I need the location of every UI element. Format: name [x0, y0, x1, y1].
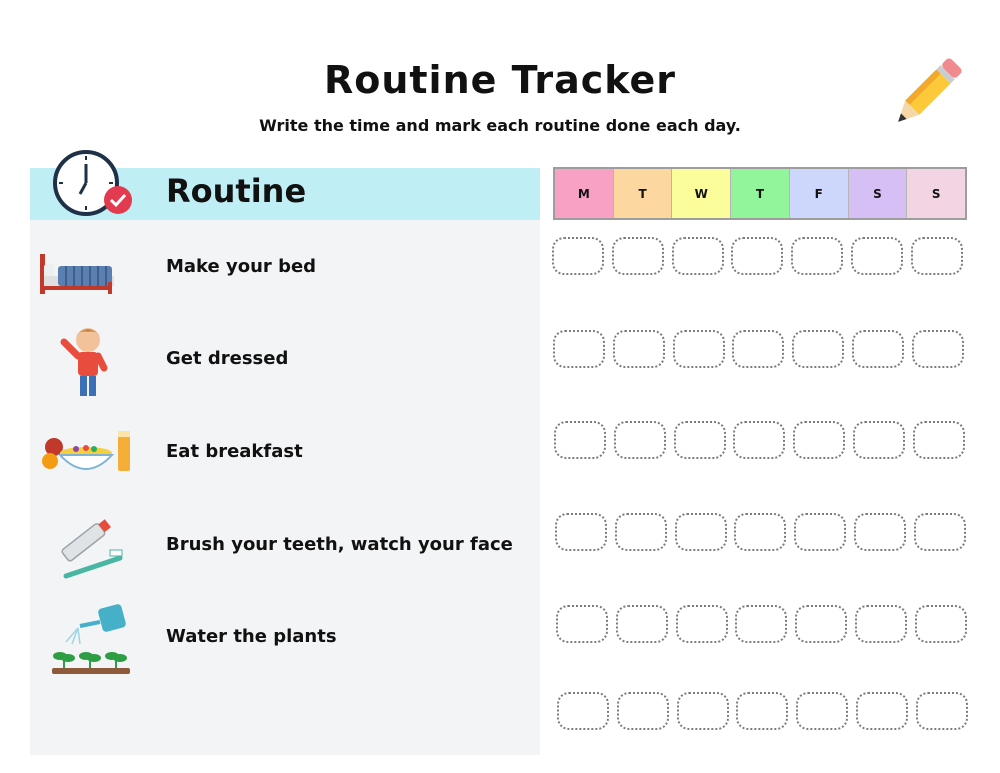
- pencil-icon: [885, 55, 965, 135]
- child-dressing-icon: [36, 324, 132, 398]
- check-box[interactable]: [677, 692, 729, 730]
- bed-icon: [36, 232, 132, 306]
- check-box[interactable]: [851, 237, 903, 275]
- weekday-header: [553, 167, 967, 220]
- check-box[interactable]: [673, 330, 725, 368]
- routine-label: Water the plants: [166, 626, 337, 647]
- check-box[interactable]: [854, 513, 906, 551]
- check-box[interactable]: [617, 692, 669, 730]
- check-box[interactable]: [552, 237, 604, 275]
- watering-can-icon: [36, 602, 132, 676]
- toothbrush-icon: [36, 510, 132, 584]
- check-box[interactable]: [732, 330, 784, 368]
- check-box[interactable]: [796, 692, 848, 730]
- day-tuesday: T: [614, 169, 673, 218]
- check-box[interactable]: [915, 605, 967, 643]
- day-friday: F: [790, 169, 849, 218]
- check-box[interactable]: [733, 421, 785, 459]
- check-box[interactable]: [792, 330, 844, 368]
- check-box[interactable]: [616, 605, 668, 643]
- day-monday: M: [555, 169, 614, 218]
- check-box[interactable]: [613, 330, 665, 368]
- check-box[interactable]: [675, 513, 727, 551]
- check-box[interactable]: [554, 421, 606, 459]
- day-wednesday: W: [672, 169, 731, 218]
- check-box[interactable]: [615, 513, 667, 551]
- breakfast-icon: [36, 417, 132, 491]
- routine-label: Eat breakfast: [166, 441, 303, 462]
- routine-panel: [30, 168, 540, 755]
- routine-row: [30, 598, 540, 678]
- check-box[interactable]: [914, 513, 966, 551]
- check-box[interactable]: [676, 605, 728, 643]
- check-box[interactable]: [856, 692, 908, 730]
- day-saturday: S: [849, 169, 908, 218]
- check-box[interactable]: [853, 421, 905, 459]
- check-box[interactable]: [794, 513, 846, 551]
- check-box[interactable]: [612, 237, 664, 275]
- check-box[interactable]: [911, 237, 963, 275]
- routine-label: Brush your teeth, watch your face: [166, 534, 513, 555]
- day-sunday: S: [907, 169, 965, 218]
- routine-row: [30, 320, 540, 400]
- routine-row: [30, 506, 540, 586]
- check-box[interactable]: [795, 605, 847, 643]
- check-box[interactable]: [855, 605, 907, 643]
- check-box[interactable]: [674, 421, 726, 459]
- check-box[interactable]: [852, 330, 904, 368]
- check-box[interactable]: [791, 237, 843, 275]
- check-box[interactable]: [556, 605, 608, 643]
- check-box[interactable]: [793, 421, 845, 459]
- routine-row: [30, 413, 540, 493]
- routine-row: [30, 228, 540, 308]
- day-thursday: T: [731, 169, 790, 218]
- page-subtitle: Write the time and mark each routine done each day.: [259, 116, 741, 135]
- check-box[interactable]: [731, 237, 783, 275]
- page-title: Routine Tracker: [323, 58, 677, 102]
- routine-label: Make your bed: [166, 256, 317, 277]
- check-box[interactable]: [736, 692, 788, 730]
- check-box[interactable]: [672, 237, 724, 275]
- routine-heading: Routine: [166, 172, 307, 210]
- check-box[interactable]: [916, 692, 968, 730]
- check-box[interactable]: [912, 330, 964, 368]
- check-box[interactable]: [735, 605, 787, 643]
- check-box[interactable]: [734, 513, 786, 551]
- routine-header: [30, 168, 540, 220]
- check-box[interactable]: [553, 330, 605, 368]
- routine-label: Get dressed: [166, 348, 289, 369]
- check-box[interactable]: [557, 692, 609, 730]
- check-box[interactable]: [913, 421, 965, 459]
- check-box[interactable]: [614, 421, 666, 459]
- clock-icon: [52, 150, 134, 216]
- check-box[interactable]: [555, 513, 607, 551]
